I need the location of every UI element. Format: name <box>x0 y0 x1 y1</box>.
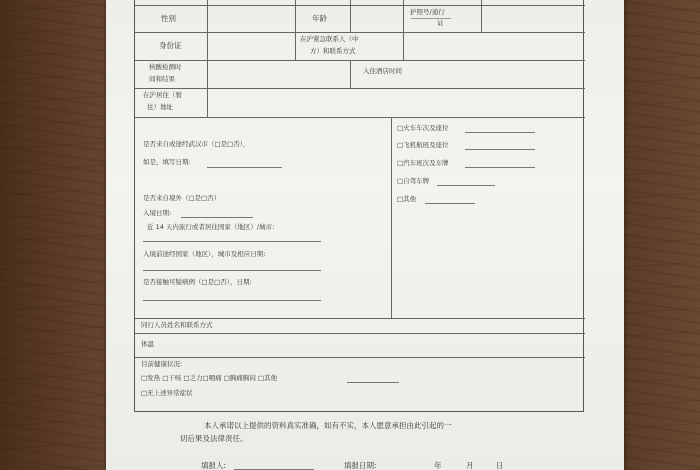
health-title: 目前健康状况: <box>141 360 183 368</box>
transit-countries: 入境前途经国家（地区），城市及相应日期: <box>143 250 266 258</box>
other-transport-option: □其他 <box>397 195 417 203</box>
fill-date-label: 填报日期: <box>344 461 377 470</box>
self-drive-option: □自驾车牌 <box>397 177 430 185</box>
hotel-time-label: 入住酒店时间 <box>363 67 402 75</box>
certification-line-1: 本人承诺以上提供的资料真实准确，如有不实，本人愿意承担由此引起的一 <box>204 421 452 430</box>
gender-label: 性别 <box>161 14 176 23</box>
no-symptoms-option: □无上述异常症状 <box>141 389 193 397</box>
passport-label-2: 证 <box>437 19 444 27</box>
travel-14-days: 近 14 天内旅行或者居住国家（地区）/城市: <box>147 223 275 231</box>
id-label: 身份证 <box>159 41 182 50</box>
emergency-label: 在沪紧急联系人（中 <box>300 35 359 43</box>
wuhan-fill-date: 如是，填写日期: <box>143 158 191 166</box>
wuhan-question: 是否来自或途经武汉市（□是□否）， <box>143 140 250 148</box>
health-declaration-form <box>134 0 584 412</box>
address-label: 在沪居住（暂 <box>143 91 182 99</box>
bus-option: □汽车班次及车牌 <box>397 159 449 167</box>
flight-option: □飞机航班及座位 <box>397 141 449 149</box>
age-label: 年龄 <box>312 14 327 23</box>
passport-label: 护照号/通行 <box>410 8 445 16</box>
entry-date: 入境日期: <box>143 209 172 217</box>
month-label: 月 <box>466 461 474 470</box>
address-label-2: 住）地址 <box>147 103 173 111</box>
paper-sheet <box>106 0 624 470</box>
temperature-label: 体温 <box>141 340 154 348</box>
contact-question: 是否接触可疑病例（□是□否），日期: <box>143 278 252 286</box>
train-option: □火车车次及座位 <box>397 124 449 132</box>
emergency-label-2: 方）和联系方式 <box>310 47 356 55</box>
year-label: 年 <box>434 461 442 470</box>
signer-label: 填报人: <box>201 461 227 470</box>
abroad-question: 是否来自境外（□是□否） <box>143 194 221 202</box>
symptoms-options: □发热 □干咳 □乏力□咽痛 □胸痛胸闷 □其他 <box>141 374 278 382</box>
certification-line-2: 切后果及法律责任。 <box>180 434 248 443</box>
nucleic-label: 核酸检测时 <box>149 63 182 71</box>
companions-label: 同行人员姓名和联系方式 <box>141 321 213 329</box>
day-label: 日 <box>496 461 504 470</box>
nucleic-label-2: 间和结果 <box>149 75 175 83</box>
